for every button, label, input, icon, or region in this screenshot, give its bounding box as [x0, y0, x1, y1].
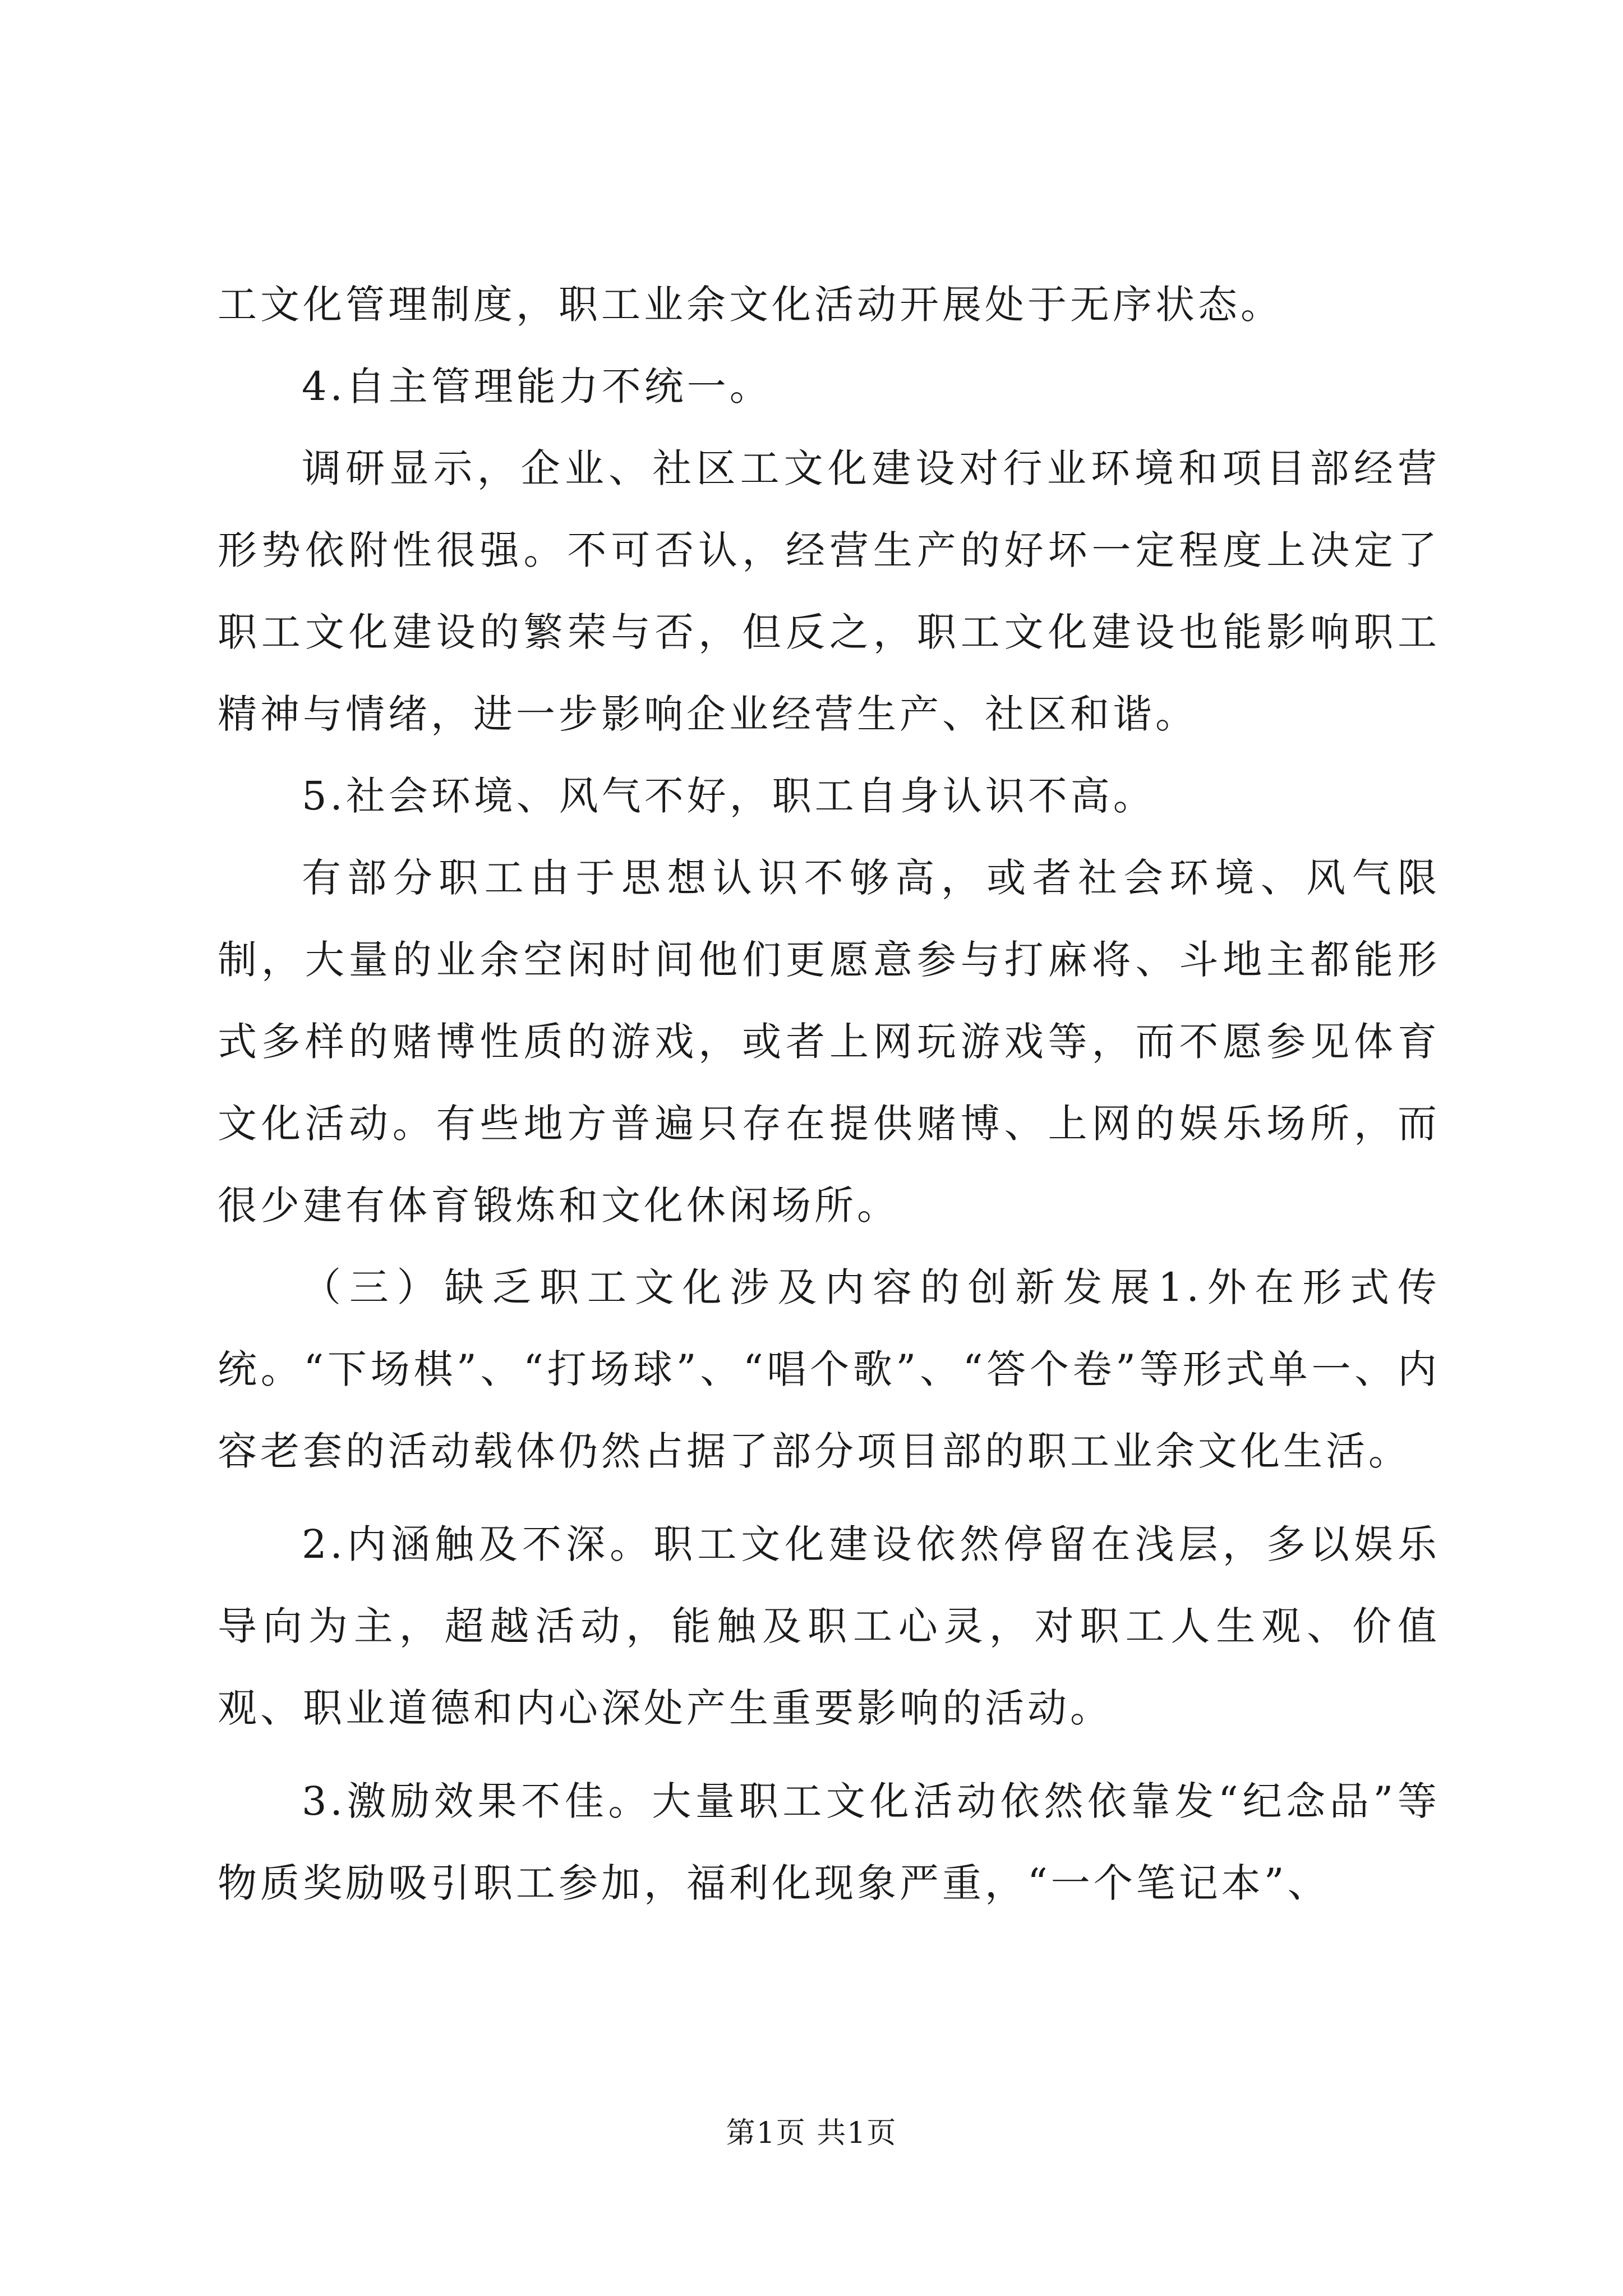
page-footer: 第1页 共1页	[726, 2116, 897, 2150]
paragraph-4: 5.社会环境、风气不好，职工自身认识不高。	[302, 773, 1156, 819]
paragraph-3: 调研显示，企业、社区工文化建设对行业环境和项目部经营形势依附性很强。不可否认，经营生产的好坏一定程度上决定了职工文化建设的繁荣与否，但反之，职工文化建设也能影响职工精神与情绪，进一步影响企业经营生产、社区和谐。	[218, 445, 1440, 737]
paragraph-8: 3.激励效果不佳。大量职工文化活动依然依靠发“纪念品”等物质奖励吸引职工参加，福利化现象严重，“一个笔记本”、	[218, 1778, 1440, 1906]
paragraph-7: 2.内涵触及不深。职工文化建设依然停留在浅层，多以娱乐导向为主，超越活动，能触及职工心灵，对职工人生观、价值观、职业道德和内心深处产生重要影响的活动。	[218, 1521, 1440, 1731]
paragraph-6: （三）缺乏职工文化涉及内容的创新发展1.外在形式传统。“下场棋”、“打场球”、“唱个歌”、“答个卷”等形式单一、内容老套的活动载体仍然占据了部分项目部的职工业余文化生活。	[218, 1264, 1440, 1474]
paragraph-5: 有部分职工由于思想认识不够高，或者社会环境、风气限制，大量的业余空闲时间他们更愿意参与打麻将、斗地主都能形式多样的赌博性质的游戏，或者上网玩游戏等，而不愿参见体育文化活动。有些地方普遍只存在提供赌博、上网的娱乐场所，而很少建有体育锻炼和文化休闲场所。	[218, 855, 1440, 1228]
paragraph-2: 4.自主管理能力不统一。	[302, 364, 772, 409]
document-body	[218, 264, 1440, 1924]
paragraph-1: 工文化管理制度，职工业余文化活动开展处于无序状态。	[218, 282, 1283, 328]
